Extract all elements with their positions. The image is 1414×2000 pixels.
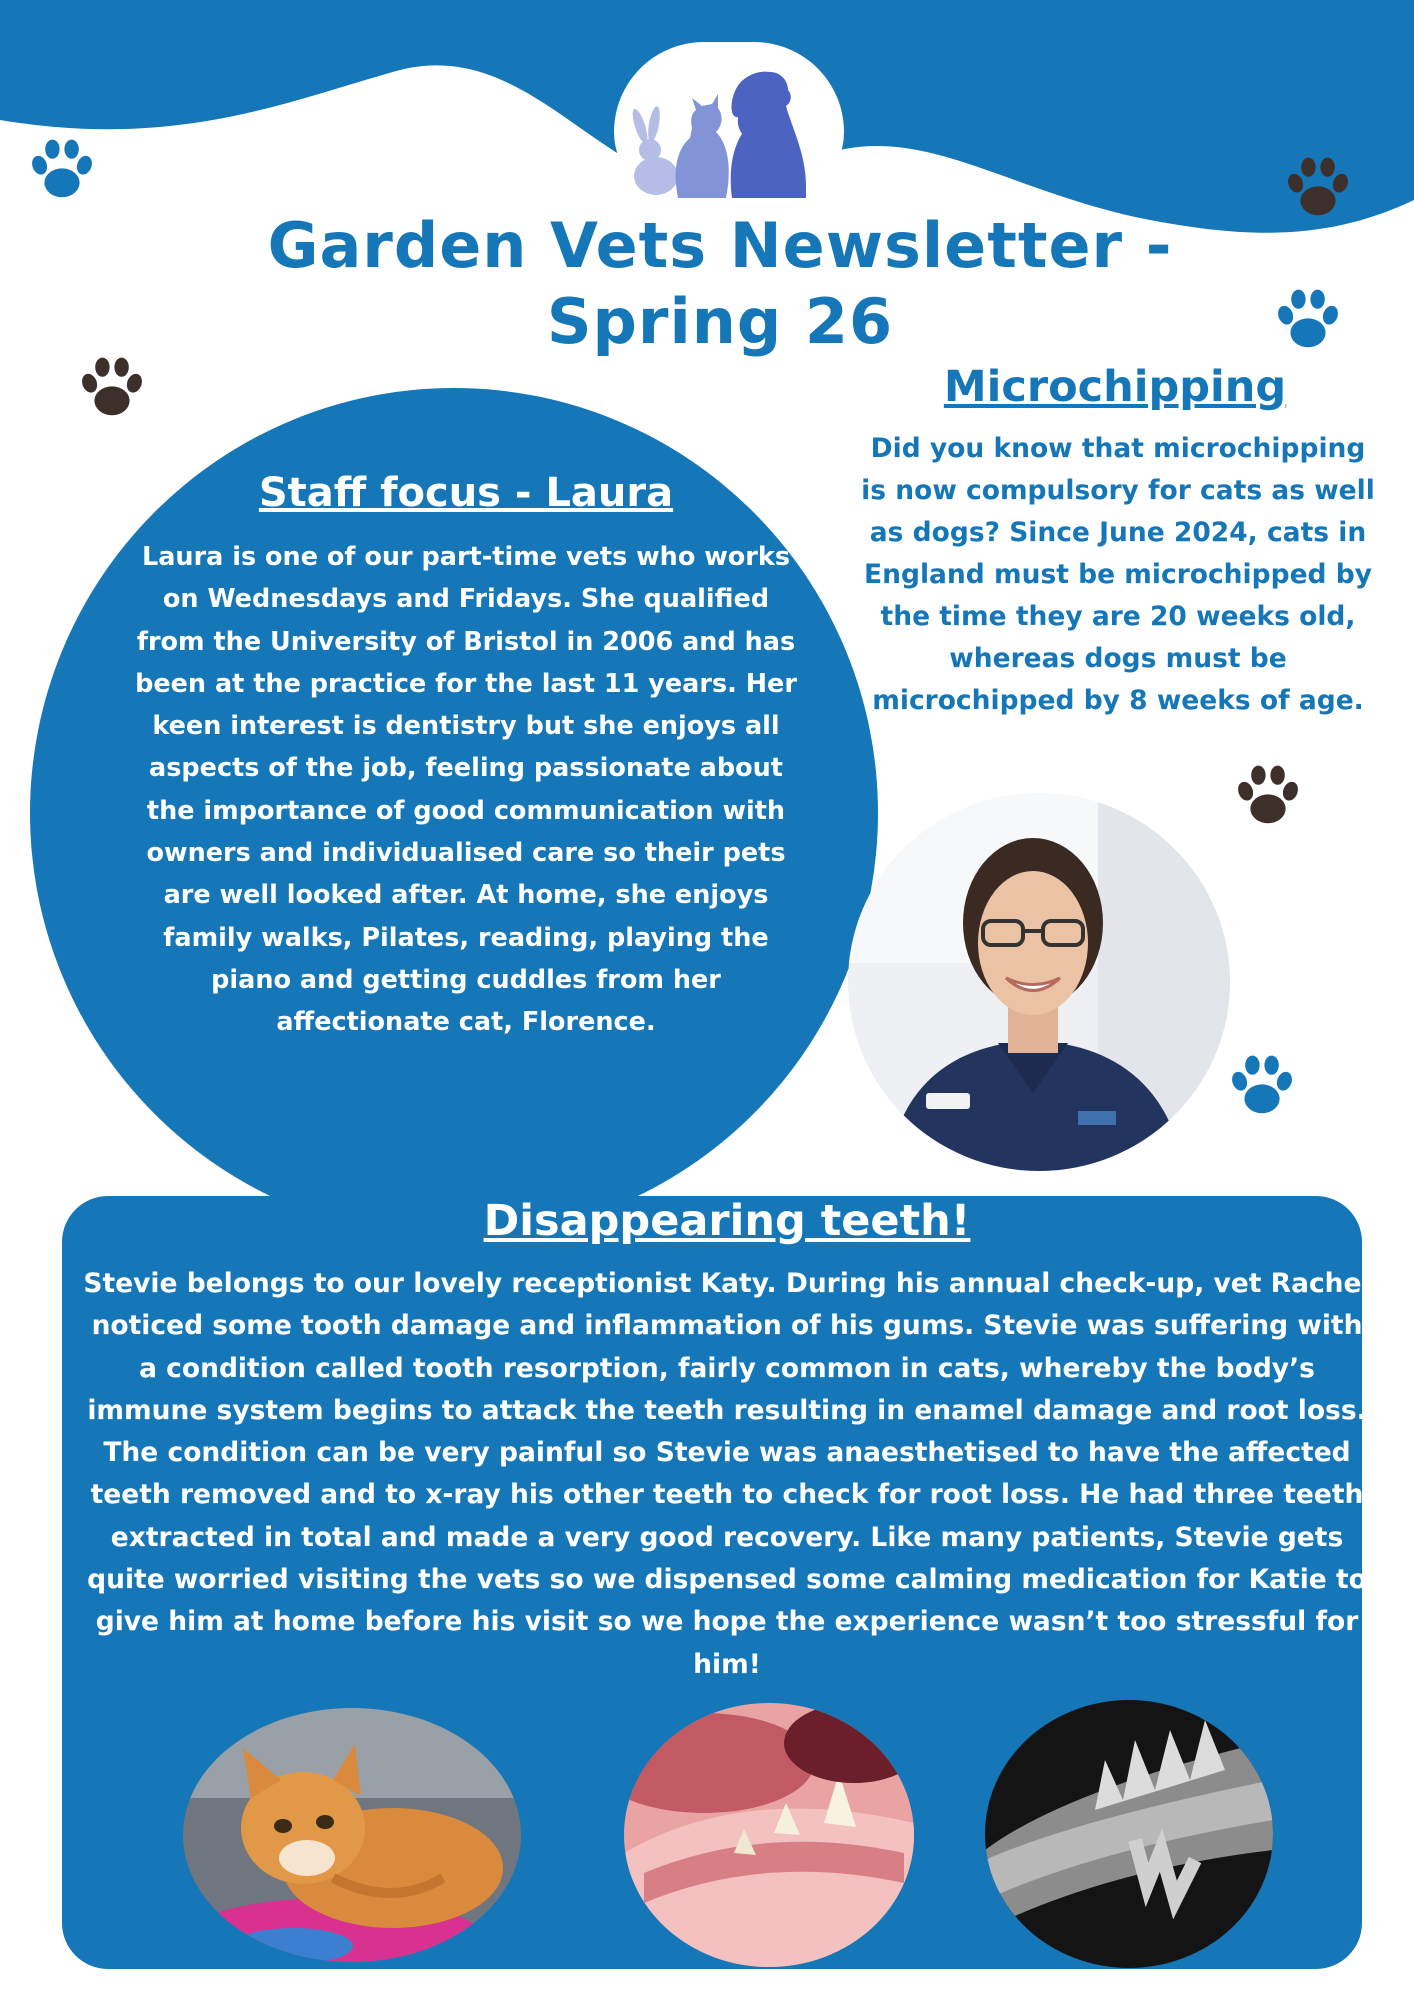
teeth-closeup-photo [624,1703,914,1967]
microchipping-heading: Microchipping [943,362,1287,412]
paw-icon [1278,148,1358,228]
dental-xray-photo [985,1700,1273,1968]
pets-logo-icon [620,58,840,203]
microchipping-text: Did you know that microchipping is now compulsory for cats as well as dogs? Since June 2024, cats in England must be microchipped by the time they are 20 weeks old, whereas dogs must be microchipped by 8 weeks of age. [861,433,1375,716]
staff-focus-text: Laura is one of our part-time vets who works on Wednesdays and Fridays. She qualified from the University of Bristol in 2006 and has been at the practice for the last 11 years. Her keen interest is dentistry but she enjoys all aspects of the job, feeling passionate about the importance of good communication with owners and individualised care so their pets are well looked after. At home, she enjoys family walks, Pilates, reading, playing the piano and getting cuddles from her affectionate cat, Florence. [135,542,797,1038]
cat-photo [183,1708,521,1962]
disappearing-teeth-heading: Disappearing teeth! [483,1196,971,1246]
paw-icon [1222,1046,1302,1126]
paw-icon [22,130,102,210]
staff-portrait-photo [848,793,1230,1171]
paw-icon [1268,280,1348,360]
disappearing-teeth-text: Stevie belongs to our lovely receptionist Katy. During his annual check-up, vet Rachel noticed some tooth damage and inflammation of his gums. Stevie was suffering with a condition called tooth resorption, fairly common in cats, whereby the body’s immune system begins to attack the teeth resulting in enamel damage and root loss. The condition can be very painful so Stevie was anaesthetised to have the affected teeth removed and to x-ray his other teeth to check for root loss. He had three teeth extracted in total and made a very good recovery. Like many patients, Stevie gets quite worried visiting the vets so we dispensed some calming medication for Katie to give him at home before his visit so we hope the experience wasn’t too stressful for him! [83,1268,1371,1680]
staff-focus-heading: Staff focus - Laura [258,470,674,516]
page-title: Garden Vets Newsletter - Spring 26 [267,209,1173,358]
paw-icon [72,348,152,428]
paw-icon [1228,756,1308,836]
